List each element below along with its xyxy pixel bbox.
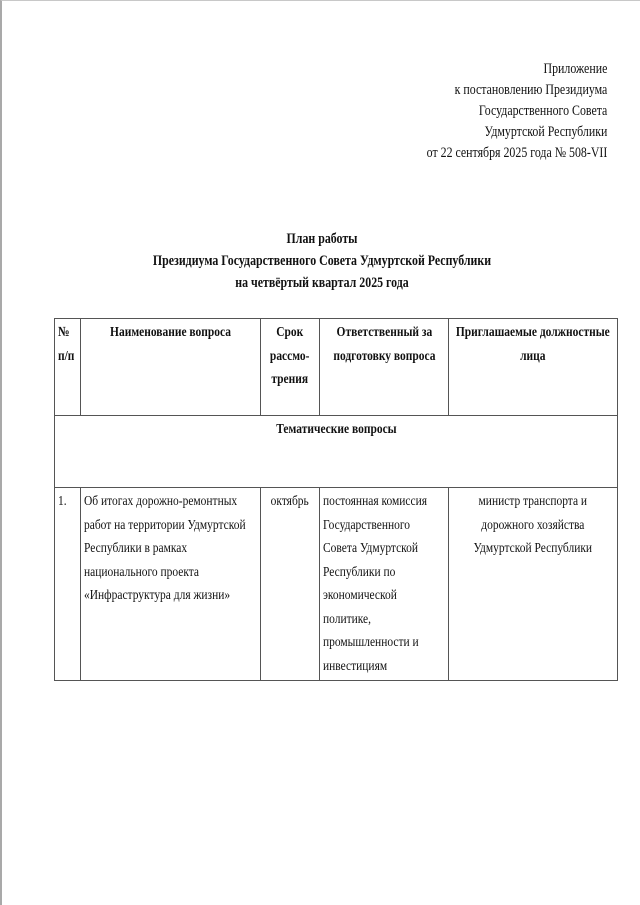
header-invited	[449, 319, 618, 416]
cell-invited	[449, 488, 618, 681]
appendix-line: Удмуртской Республики	[484, 124, 607, 140]
cell-num-text: 1.	[58, 494, 67, 509]
header-term	[261, 319, 320, 416]
document-title	[2, 228, 640, 294]
title-line-1: План работы	[286, 231, 358, 247]
title-line-2: Президиума Государственного Совета Удмуртской Республики	[152, 253, 492, 269]
appendix-line: Приложение	[543, 61, 607, 77]
cell-num	[55, 488, 81, 681]
header-num-text: № п/п	[58, 325, 75, 364]
header-responsible-text: Ответственный за подготовку вопроса	[332, 325, 436, 364]
appendix-line: Государственного Совета	[478, 103, 607, 119]
appendix-header	[426, 59, 607, 164]
header-responsible	[320, 319, 449, 416]
header-num	[55, 319, 81, 416]
section-title-text: Тематические вопросы	[275, 422, 397, 437]
appendix-line: от 22 сентября 2025 года № 508-VII	[426, 145, 607, 161]
table-row	[55, 488, 618, 681]
section-title	[55, 416, 618, 488]
table-header-row	[55, 319, 618, 416]
header-invited-text: Приглашаемые должностные лица	[456, 325, 610, 364]
work-plan-table	[54, 318, 618, 681]
cell-term	[261, 488, 320, 681]
header-name	[81, 319, 261, 416]
section-row	[55, 416, 618, 488]
header-term-text: Срок рассмо-трения	[270, 325, 310, 387]
appendix-line: к постановлению Президиума	[454, 82, 607, 98]
cell-responsible	[320, 488, 449, 681]
cell-responsible-text: постоянная комиссия Государственного Совета Удмуртской Республики по экономической политике, промышленности и инвестициям	[323, 494, 428, 674]
cell-name-text: Об итогах дорожно-ремонтных работ на территории Удмуртской Республики в рамках национального проекта «Инфраструктура для жизни»	[84, 494, 246, 603]
title-line-3: на четвёртый квартал 2025 года	[235, 275, 409, 291]
header-name-text: Наименование вопроса	[110, 325, 232, 340]
cell-term-text: октябрь	[270, 494, 310, 509]
cell-invited-text: министр транспорта и дорожного хозяйства Удмуртской Республики	[473, 494, 593, 556]
cell-name	[81, 488, 261, 681]
